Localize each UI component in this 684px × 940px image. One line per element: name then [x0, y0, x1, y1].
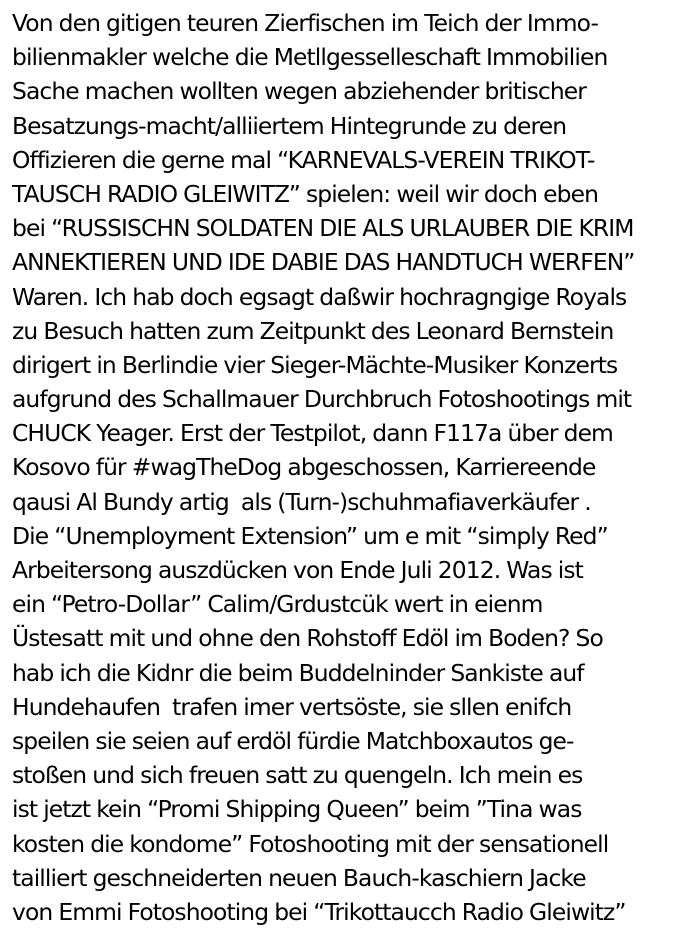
text-line: ANNEKTIEREN UND IDE DABIE DAS HANDTUCH WERFEN” [12, 248, 635, 277]
text-line: Offizieren die gerne mal “KARNEVALS-VEREIN TRIKOT- [12, 145, 595, 174]
text-line: bilienmakler welche die Metllgesselleschaft Immobilien [12, 43, 608, 72]
text-line: bei “RUSSISCHN SOLDATEN DIE ALS URLAUBER DIE KRIM [12, 214, 634, 243]
text-line: Waren. Ich hab doch egsagt daßwir hochragngige Royals [12, 282, 627, 311]
text-line: aufgrund des Schallmauer Durchbruch Fotoshootings mit [12, 385, 632, 414]
text-line: Besatzungs-macht/alliiertem Hintegrunde zu deren [12, 111, 567, 140]
text-line: hab ich die Kidnr die beim Buddelninder Sankiste auf [12, 658, 584, 687]
text-line: Arbeitersong auszdücken von Ende Juli 2012. Was ist [12, 556, 583, 584]
text-line: Die “Unemployment Extension” um e mit “simply Red” [12, 521, 608, 550]
text-line: Von den gitigen teuren Zierfischen im Teich der Immo- [12, 9, 598, 37]
text-line: ein “Petro-Dollar” Calim/Grdustcük wert in eienm [12, 590, 543, 619]
text-line: tailliert geschneiderten neuen Bauch-kaschiern Jacke [12, 863, 586, 892]
text-line: speilen sie seien auf erdöl fürdie Matchboxautos ge- [12, 726, 574, 755]
text-line: ist jetzt kein “Promi Shipping Queen” beim ”Tina was [12, 795, 582, 824]
body-text [12, 6, 682, 929]
text-line: kosten die kondome” Fotoshooting mit der sensationell [12, 829, 609, 858]
text-line: zu Besuch hatten zum Zeitpunkt des Leonard Bernstein [12, 316, 614, 345]
text-line: qausi Al Bundy artig als (Turn-)schuhmafiaverkäufer . [12, 487, 591, 516]
text-line: stoßen und sich freuen satt zu quengeln. Ich mein es [12, 761, 583, 790]
text-line: von Emmi Fotoshooting bei “Trikottaucch Radio Gleiwitz” [12, 897, 626, 926]
text-line: dirigert in Berlindie vier Sieger-Mächte-Musiker Konzerts [12, 350, 618, 379]
text-line: Sache machen wollten wegen abziehender britischer [12, 77, 587, 106]
text-line: Kosovo für #wagTheDog abgeschossen, Karriereende [12, 453, 596, 482]
text-line: CHUCK Yeager. Erst der Testpilot, dann F117a über dem [12, 419, 613, 448]
text-line: TAUSCH RADIO GLEIWITZ” spielen: weil wir doch eben [12, 179, 598, 208]
text-line: Hundehaufen trafen imer vertsöste, sie sllen enifch [12, 692, 572, 721]
text-line: Üstesatt mit und ohne den Rohstoff Edöl im Boden? So [12, 624, 603, 653]
